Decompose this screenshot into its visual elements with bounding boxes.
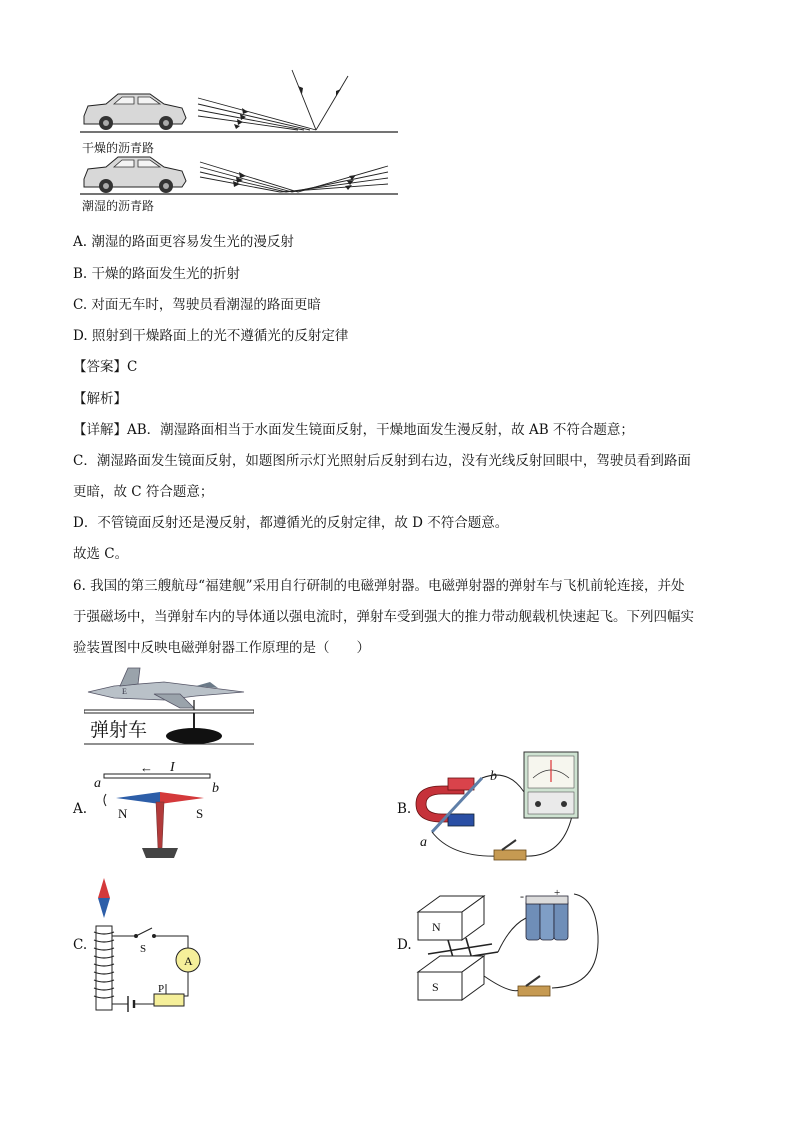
fig-option-a-letter: A.	[73, 801, 88, 817]
north-label: N	[118, 806, 128, 821]
compass-needle-icon	[98, 878, 110, 918]
analysis-tag: 【解析】	[73, 391, 127, 407]
current-arrow: ←	[140, 760, 153, 775]
fig-option-c-letter: C.	[73, 937, 88, 953]
end-b-label: b	[212, 781, 219, 796]
magnet-north-block	[418, 896, 484, 940]
fig-option-d-letter: D.	[397, 937, 412, 953]
jet-icon	[88, 668, 244, 710]
car-icon	[84, 157, 186, 193]
figure-c-solenoid	[88, 874, 222, 1018]
option-a: A. 潮湿的路面更容易发生光的漫反射	[73, 234, 294, 250]
rotation-arc	[104, 794, 106, 806]
detail-line-1: 【详解】AB．潮湿路面相当于水面发生镜面反射，干燥地面发生漫反射，故 AB 不符合题意；	[73, 422, 634, 438]
switch-icon	[518, 976, 550, 996]
option-d: D. 照射到干燥路面上的光不遵循光的反射定律	[73, 328, 349, 344]
north-label: N	[432, 920, 441, 934]
needle-south	[160, 792, 204, 804]
catapult-label: 弹射车	[90, 719, 148, 741]
q6-stem-line-3: 验装置图中反映电磁弹射器工作原理的是（ ）	[73, 640, 370, 656]
answer-line	[73, 358, 137, 376]
detail-line-2: C．潮湿路面发生镜面反射，如题图所示灯光照射后反射到右边，没有光线反射回眼中，驾驶员看到路面	[73, 453, 691, 469]
answer-value: C	[127, 359, 138, 375]
fig-option-b-letter: B.	[397, 801, 412, 817]
current-label: I	[170, 760, 175, 775]
car-icon	[84, 94, 186, 130]
q6-stem-line-2: 于强磁场中，当弹射车内的导体通以强电流时，弹射车受到强大的推力带动舰载机快速起飞。下列四幅实	[73, 609, 694, 625]
detail-line-4: D．不管镜面反射还是漫反射，都遵循光的反射定律，故 D 不符合题意。	[73, 515, 509, 531]
wet-road-label: 潮湿的沥青路	[82, 199, 155, 213]
plane-marking: E	[122, 687, 127, 696]
minus-label: -	[520, 889, 524, 903]
figure-b-magnet-meter	[412, 748, 588, 868]
road-reflection-figure	[78, 66, 402, 200]
needle-north	[116, 792, 160, 804]
detail-line-3: 更暗，故 C 符合题意；	[73, 484, 214, 500]
dry-road-label: 干燥的沥青路	[82, 141, 155, 155]
ammeter-label: A	[184, 954, 193, 968]
battery-pack-icon	[526, 896, 568, 940]
option-c: C. 对面无车时，驾驶员看潮湿的路面更暗	[73, 297, 321, 313]
south-label: S	[432, 980, 439, 994]
end-a-label: a	[94, 776, 101, 791]
end-a-label: a	[420, 835, 427, 850]
detail-line-5: 故选 C。	[73, 546, 129, 562]
end-b-label: b	[490, 769, 497, 784]
south-label: S	[196, 806, 204, 821]
answer-tag: 【答案】	[73, 359, 127, 375]
figure-a-compass-wire	[92, 756, 226, 862]
magnet-south-block	[418, 956, 484, 1000]
switch-label: S	[140, 943, 147, 955]
rheostat-icon	[154, 994, 184, 1006]
option-b: B. 干燥的路面发生光的折射	[73, 266, 241, 282]
q6-stem-line-1: 6. 我国的第三艘航母“福建舰”采用自行研制的电磁弹射器。电磁弹射器的弹射车与飞机前轮连接，并处	[73, 578, 685, 594]
slider-label: P	[158, 983, 165, 995]
figure-d-rails	[414, 886, 606, 1006]
galvanometer-icon	[524, 752, 578, 818]
switch-icon	[494, 840, 526, 860]
plus-label: +	[554, 887, 561, 899]
